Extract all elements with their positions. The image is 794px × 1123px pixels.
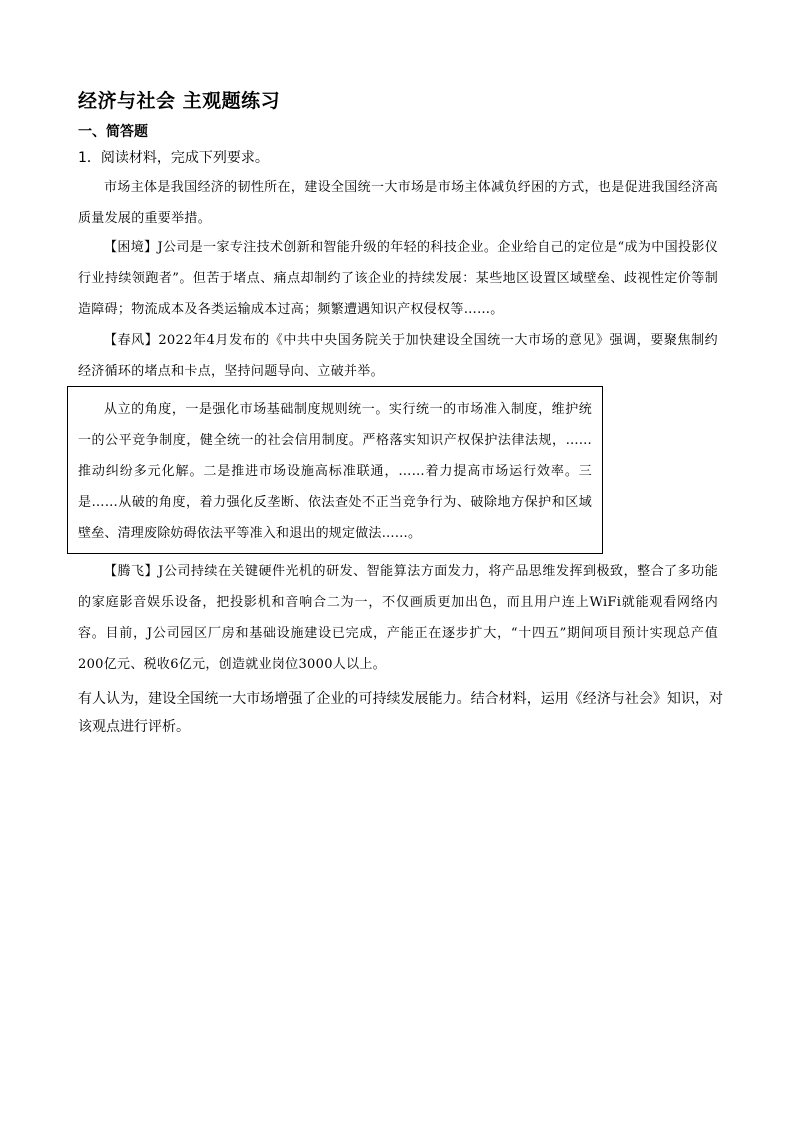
material-intro-paragraph: 市场主体是我国经济的韧性所在，建设全国统一大市场是市场主体减负纾困的方式，也是促进我国经济高质量发展的重要举措。: [78, 180, 718, 226]
section-heading: 一、简答题: [78, 124, 148, 140]
policy-excerpt-box: [67, 386, 603, 554]
page-title: 经济与社会 主观题练习: [78, 90, 281, 112]
material-predicament-paragraph: 【困境】J公司是一家专注技术创新和智能升级的年轻的科技企业。企业给自己的定位是“成为中国投影仪行业持续领跑者”。但苦于堵点、痛点却制约了该企业的持续发展：某些地区设置区域壁垒、歧视性定价等制造障碍；物流成本及各类运输成本过高；频繁遭遇知识产权侵权等……。: [78, 240, 718, 317]
material-takeoff-paragraph: 【腾飞】J公司持续在关键硬件光机的研发、智能算法方面发力，将产品思维发挥到极致，整合了多功能的家庭影音娱乐设备，把投影机和音响合二为一，不仅画质更加出色，而且用户连上WiFi就能观看网络内容。目前，J公司园区厂房和基础设施建设已完成，产能正在逐步扩大，“十四五”期间项目预计实现总产值200亿元、税收6亿元，创造就业岗位3000人以上。: [78, 564, 718, 672]
question-task: 有人认为，建设全国统一大市场增强了企业的可持续发展能力。结合材料，运用《经济与社会》知识，对该观点进行评析。: [78, 691, 723, 735]
policy-excerpt-text: 从立的角度，一是强化市场基础制度规则统一。实行统一的市场准入制度，维护统一的公平竞争制度，健全统一的社会信用制度。严格落实知识产权保护法律法规，……推动纠纷多元化解。二是推进市场设施高标准联通，……着力提高市场运行效率。三是……从破的角度，着力强化反垄断、依法查处不正当竞争行为、破除地方保护和区域壁垒、清理废除妨碍依法平等准入和退出的规定做法……。: [78, 402, 592, 541]
question-instruction: 1．阅读材料，完成下列要求。: [78, 150, 269, 166]
material-spring-wind-paragraph: 【春风】2022年4月发布的《中共中央国务院关于加快建设全国统一大市场的意见》强调，要聚焦制约经济循环的堵点和卡点，坚持问题导向、立破并举。: [78, 333, 718, 379]
